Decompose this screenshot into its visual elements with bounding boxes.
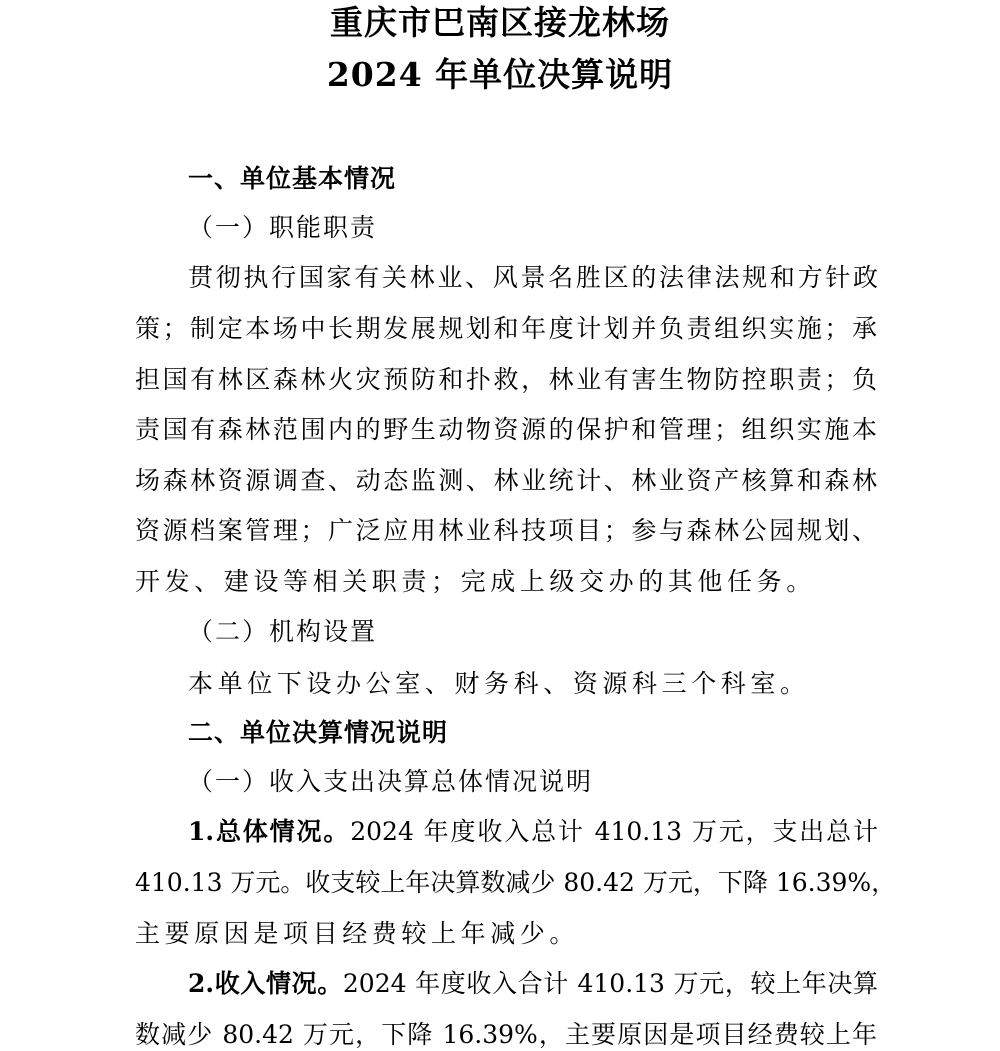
overall-text: 2024 年度收入总计 410.13 万元，支出总计 [350, 817, 878, 846]
income-paragraph-line: 数减少 80.42 万元，下降 16.39%，主要原因是项目经费较上年 [135, 1020, 877, 1049]
overall-paragraph-line: 410.13 万元。收支较上年决算数减少 80.42 万元，下降 16.39%， [135, 868, 897, 897]
duties-paragraph-line: 责国有森林范围内的野生动物资源的保护和管理；组织实施本 [135, 415, 877, 444]
section1-heading: 一、单位基本情况 [188, 164, 397, 193]
overall-label: 1.总体情况。 [188, 817, 351, 846]
income-paragraph-line [188, 968, 878, 1000]
duties-paragraph-line: 策；制定本场中长期发展规划和年度计划并负责组织实施；承 [135, 314, 877, 343]
document-title-line1: 重庆市巴南区接龙林场 [330, 3, 670, 42]
duties-paragraph-line: 场森林资源调查、动态监测、林业统计、林业资产核算和森林 [135, 466, 877, 495]
duties-paragraph-line: 担国有林区森林火灾预防和扑救，林业有害生物防控职责；负 [135, 365, 877, 394]
duties-paragraph-line: 资源档案管理；广泛应用林业科技项目；参与森林公园规划、 [135, 516, 877, 545]
section2-heading: 二、单位决算情况说明 [188, 718, 449, 747]
duties-paragraph-line: 贯彻执行国家有关林业、风景名胜区的法律法规和方针政 [188, 263, 878, 292]
section1-subheading-organization: （二）机构设置 [188, 617, 378, 646]
duties-paragraph-line: 开发、建设等相关职责；完成上级交办的其他任务。 [135, 567, 816, 596]
organization-text: 本单位下设办公室、财务科、资源科三个科室。 [188, 669, 810, 698]
section1-subheading-duties: （一）职能职责 [188, 213, 378, 242]
overall-paragraph-line: 主要原因是项目经费较上年减少。 [135, 919, 580, 948]
document-title-line2: 2024 年单位决算说明 [326, 55, 674, 94]
overall-paragraph-line [188, 816, 878, 848]
section2-subheading-overall: （一）收入支出决算总体情况说明 [188, 767, 594, 796]
income-text: 2024 年度收入合计 410.13 万元，较上年决算 [342, 969, 878, 998]
income-label: 2.收入情况。 [188, 969, 343, 998]
